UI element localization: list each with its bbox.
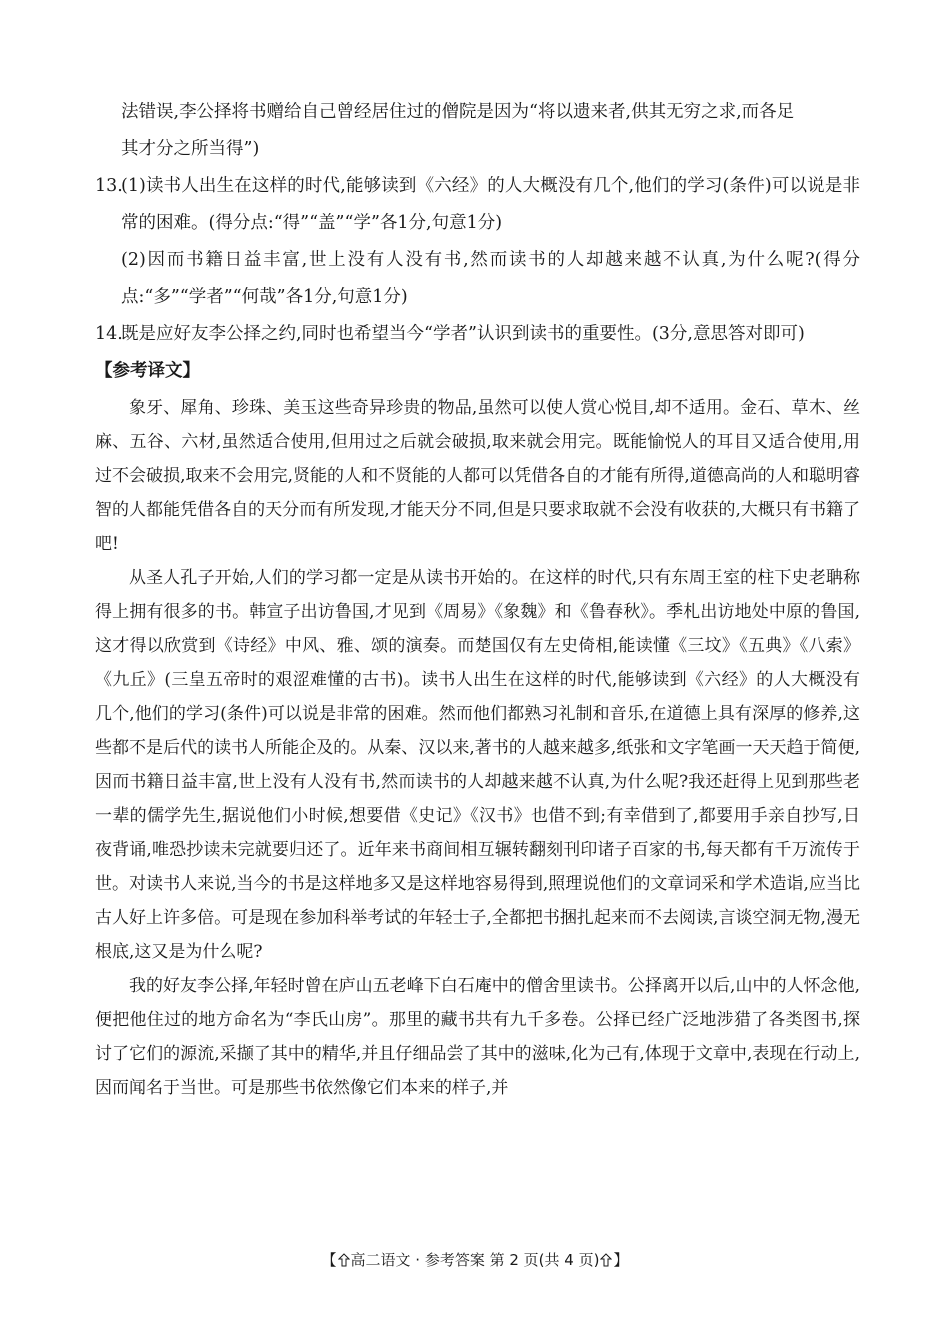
page-footer	[0, 1248, 950, 1272]
translation-paragraph-1: 象牙、犀角、珍珠、美玉这些奇异珍贵的物品,虽然可以使人赏心悦目,却不适用。金石、草木、丝麻、五谷、六材,虽然适合使用,但用过之后就会破损,取来就会用完。既能愉悦人的耳目又适合使用,用过不会破损,取来不会用完,贤能的人和不贤能的人都可以凭借各自的才能有所得,道德高尚的人和聪明睿智的人都能凭借各自的天分而有所发现,才能天分不同,但是只要求取就不会没有收获的,大概只有书籍了吧!	[95, 398, 860, 554]
answer-12-continuation-line2: 其才分之所当得”)	[121, 139, 260, 159]
translation-paragraph-2: 从圣人孔子开始,人们的学习都一定是从读书开始的。在这样的时代,只有东周王室的柱下史老聃称得上拥有很多的书。韩宣子出访鲁国,才见到《周易》《象魏》和《鲁春秋》。季札出访地处中原的鲁国,这才得以欣赏到《诗经》中风、雅、颂的演奏。而楚国仅有左史倚相,能读懂《三坟》《五典》《八索》《九丘》(三皇五帝时的艰涩难懂的古书)。读书人出生在这样的时代,能够读到《六经》的人大概没有几个,他们的学习(条件)可以说是非常的困难。然而他们都熟习礼制和音乐,在道德上具有深厚的修养,这些都不是后代的读书人所能企及的。从秦、汉以来,著书的人越来越多,纸张和文字笔画一天天趋于简便,因而书籍日益丰富,世上没有人没有书,然而读书的人却越来越不认真,为什么呢?我还赶得上见到那些老一辈的儒学先生,据说他们小时候,想要借《史记》《汉书》也借不到;有幸借到了,都要用手亲自抄写,日夜背诵,唯恐抄读未完就要归还了。近年来书商间相互辗转翻刻刊印诸子百家的书,每天都有千万流传于世。对读书人来说,当今的书是这样地多又是这样地容易得到,照理说他们的文章词采和学术造诣,应当比古人好上许多倍。可是现在参加科举考试的年轻士子,全都把书捆扎起来而不去阅读,言谈空洞无物,漫无根底,这又是为什么呢?	[95, 568, 860, 962]
footer-bracket-right: 】	[613, 1251, 629, 1269]
translation-body	[95, 391, 860, 1105]
translation-heading: 【参考译文】	[95, 361, 200, 381]
answer-13-number: 13.	[95, 176, 123, 196]
footer-bracket-left: 【	[321, 1251, 337, 1269]
page-content	[95, 94, 860, 1105]
answer-12-continuation-line1: 法错误,李公择将书赠给自己曾经居住过的僧院是因为“将以遗来者,供其无穷之求,而各足	[121, 102, 795, 122]
answer-13-part2: (2)因而书籍日益丰富,世上没有人没有书,然而读书的人却越来越不认真,为什么呢?(得分点:“多”“学者”“何哉”各1分,句意1分)	[121, 250, 860, 307]
answer-13-part1: (1)读书人出生在这样的时代,能够读到《六经》的人大概没有几个,他们的学习(条件)可以说是非常的困难。(得分点:“得”“盖”“学”各1分,句意1分)	[121, 176, 860, 233]
up-arrow-outline-icon	[600, 1253, 612, 1267]
up-arrow-outline-icon	[338, 1253, 350, 1267]
footer-text: 高二语文 · 参考答案 第 2 页(共 4 页)	[350, 1251, 600, 1269]
translation-paragraph-3: 我的好友李公择,年轻时曾在庐山五老峰下白石庵中的僧舍里读书。公择离开以后,山中的人怀念他,便把他住过的地方命名为“李氏山房”。那里的藏书共有九千多卷。公择已经广泛地涉猎了各类图书,探讨了它们的源流,采撷了其中的精华,并且仔细品尝了其中的滋味,化为己有,体现于文章中,表现在行动上,因而闻名于当世。可是那些书依然像它们本来的样子,并	[95, 976, 860, 1098]
answer-12-continuation	[95, 94, 860, 168]
answer-14-number: 14.	[95, 324, 123, 344]
answer-13	[95, 168, 860, 316]
answer-14-text: 既是应好友李公择之约,同时也希望当今“学者”认识到读书的重要性。(3分,意思答对即可)	[121, 324, 805, 344]
answer-14	[95, 316, 860, 353]
